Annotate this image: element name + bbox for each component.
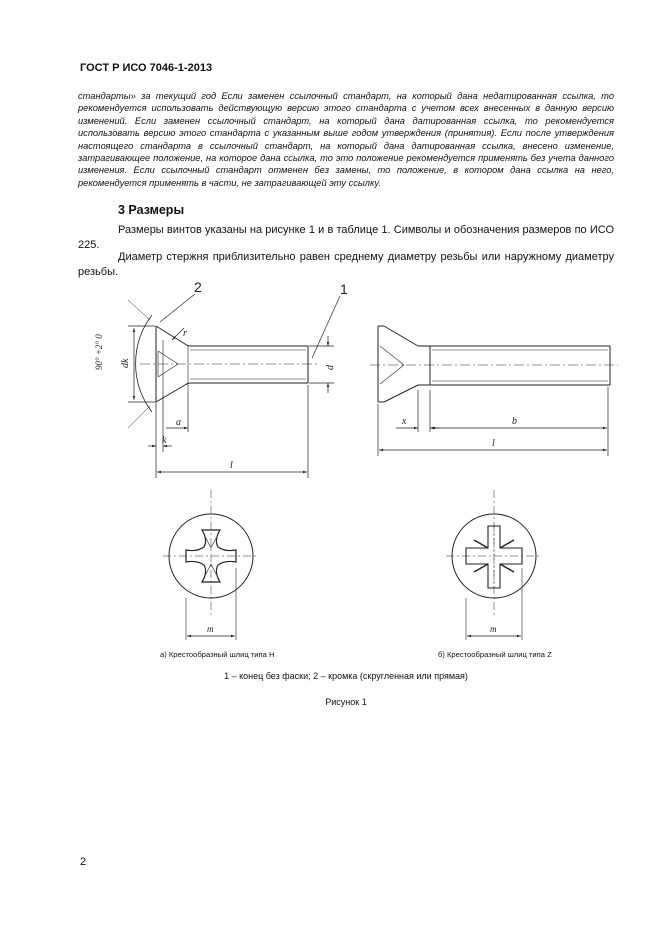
section-title: 3 Размеры (118, 203, 185, 217)
angle-label: 90° +2° 0 (94, 334, 104, 370)
figure-legend: 1 – конец без фаски; 2 – кромка (скругленная или прямая) (224, 671, 468, 681)
m-right-label: m (490, 624, 497, 634)
caption-type-z: б) Крестообразный шлиц типа Z (438, 650, 552, 659)
left-screw-side-view (140, 326, 318, 402)
dk-label: dk (120, 358, 131, 368)
paragraph-shank-diameter: Диаметр стержня приблизительно равен среднему диаметру резьбы или наружному диаметру резьбы. (78, 251, 614, 278)
callout-1: 1 (340, 281, 348, 297)
d-dimension (309, 336, 334, 393)
l-right-label: l (492, 438, 495, 449)
x-label: x (402, 416, 407, 427)
right-screw-side-view (370, 326, 618, 402)
r-label: r (183, 328, 187, 339)
l-left-label: l (230, 460, 233, 471)
callout-2: 2 (194, 279, 202, 295)
recess-type-z-view (446, 490, 542, 640)
d-label: d (325, 365, 336, 370)
recess-type-h-view (163, 490, 259, 640)
k-a-dimension (148, 392, 188, 478)
footnote-text: стандарты» за текущий год Если заменен ссылочный стандарт, на который дана недатированная ссылка, то рекомендуется использовать действующую версию этого стандарта с учетом всех внесенных в данную версию изменений. Если заменен ссылочный стандарт, на который дана датированная ссылка, то рекомендуется использовать версию этого стандарта с указанным выше годом утверждения (принятия). Если после утверждения настоящего стандарта в ссылочный стандарт, на который дана датированная ссылка, внесено изменение, затрагивающее положение, на которое дана ссылка, то это положение рекомендуется применять без учета данного изменения. Если ссылочный стандарт отменен без замены, то положение, в котором дана ссылка на него, рекомендуется применять в части, не затрагивающей эту ссылку. (78, 91, 614, 188)
paragraph-dimensions: Размеры винтов указаны на рисунке 1 и в таблице 1. Символы и обозначения размеров по ИСО 225. (78, 224, 614, 251)
m-left-label: m (207, 624, 214, 634)
figure-title: Рисунок 1 (325, 697, 367, 707)
page-number: 2 (80, 856, 87, 868)
document-header: ГОСТ Р ИСО 7046-1-2013 (80, 62, 213, 74)
k-label: k (162, 435, 167, 446)
a-label: a (176, 417, 181, 428)
caption-type-h: а) Крестообразный шлиц типа H (160, 650, 275, 659)
b-label: b (512, 416, 517, 427)
